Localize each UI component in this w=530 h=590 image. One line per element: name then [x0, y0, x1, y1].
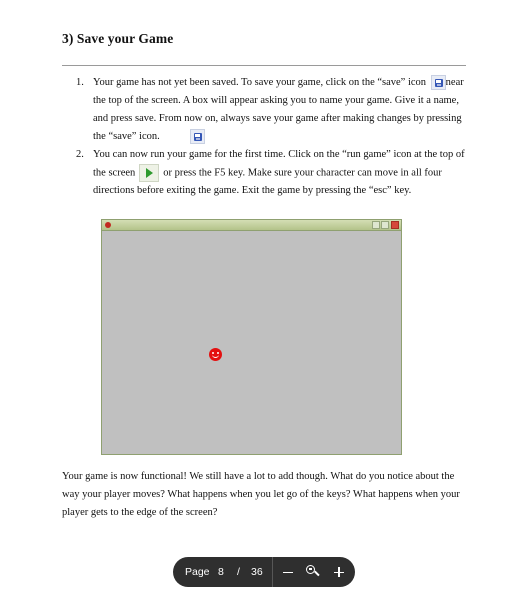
- text-line: directions before exiting the game. Exit the game by pressing the “esc” key.: [93, 185, 412, 196]
- page-separator: /: [237, 566, 240, 578]
- list-number: 1.: [76, 77, 84, 88]
- closing-paragraph: [62, 468, 472, 522]
- text-span: near: [445, 77, 464, 88]
- text-span: the screen: [93, 167, 136, 179]
- text-line: Your game is now functional! We still have a lot to add though. What do you notice about the: [62, 471, 455, 482]
- instruction-list: [76, 74, 468, 200]
- text-line: [93, 128, 468, 146]
- game-window-screenshot: [101, 219, 402, 455]
- toolbar-divider: [272, 557, 273, 587]
- close-icon: [391, 221, 399, 229]
- current-page-input[interactable]: 8: [218, 566, 224, 578]
- window-titlebar: [102, 220, 401, 231]
- page-label: Page: [185, 566, 210, 578]
- text-line: [93, 164, 468, 182]
- zoom-out-button[interactable]: [279, 563, 297, 581]
- text-span: or press the F5 key. Make sure your character can move in all four: [163, 167, 442, 179]
- floppy-disk-icon: [190, 129, 205, 144]
- text-span: the “save” icon.: [93, 131, 160, 142]
- app-icon: [105, 222, 111, 228]
- section-heading: 3) Save your Game: [62, 31, 174, 46]
- total-pages: 36: [251, 566, 263, 578]
- zoom-in-button[interactable]: [330, 563, 348, 581]
- list-number: 2.: [76, 149, 84, 160]
- text-line: player gets to the edge of the screen?: [62, 507, 218, 518]
- list-item-save: [76, 74, 468, 146]
- floppy-disk-icon: [431, 75, 446, 90]
- maximize-icon: [381, 221, 389, 229]
- zoom-search-icon[interactable]: [304, 563, 322, 581]
- text-line: way your player moves? What happens when you let go of the keys? What happens when your: [62, 489, 460, 500]
- text-line: the top of the screen. A box will appear asking you to name your game. Give it a name,: [93, 95, 459, 106]
- smiley-face-icon: [209, 348, 222, 361]
- text-span: Your game has not yet been saved. To save your game, click on the “save” icon: [93, 77, 429, 88]
- minimize-icon: [372, 221, 380, 229]
- list-item-run: [76, 146, 468, 200]
- text-line: [93, 74, 468, 92]
- text-line: You can now run your game for the first time. Click on the “run game” icon at the top of: [93, 149, 465, 160]
- pdf-viewer-toolbar: [173, 557, 355, 587]
- heading-divider: [62, 65, 466, 66]
- play-icon: [139, 164, 159, 182]
- text-line: and press save. From now on, always save your game after making changes by pressing: [93, 113, 462, 124]
